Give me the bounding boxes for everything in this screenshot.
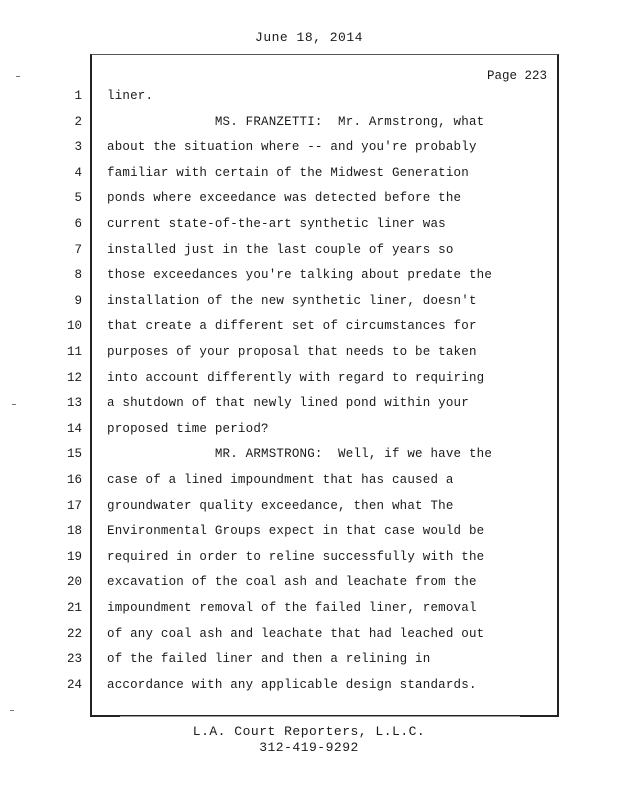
line-text: impoundment removal of the failed liner, removal (107, 601, 477, 615)
line-text: of any coal ash and leachate that had leached out (107, 626, 485, 641)
transcript-line (0, 166, 600, 186)
transcript-line (0, 422, 600, 442)
line-text: MR. ARMSTRONG: Well, if we have the (107, 447, 493, 462)
transcript-line (0, 191, 600, 211)
transcript-line (0, 345, 600, 365)
line-text: case of a lined impoundment that has caused a (107, 473, 454, 487)
line-text: Environmental Groups expect in that case would be (107, 524, 485, 539)
transcript-line (0, 396, 600, 416)
line-text: liner. (107, 89, 154, 103)
transcript-line (0, 217, 600, 237)
line-number: 22 (66, 626, 82, 641)
line-text: of the failed liner and then a relining in (107, 652, 431, 667)
transcript-line (0, 652, 600, 672)
line-number: 16 (66, 473, 82, 487)
line-number: 6 (74, 217, 82, 231)
transcript-line (0, 499, 600, 519)
line-text: MS. FRANZETTI: Mr. Armstrong, what (107, 114, 485, 129)
transcript-line (0, 575, 600, 595)
transcript-line (0, 89, 600, 109)
line-number: 20 (66, 575, 82, 590)
line-number: 21 (66, 601, 82, 615)
line-text: into account differently with regard to requiring (107, 370, 485, 385)
line-number: 13 (66, 396, 82, 411)
line-text: current state-of-the-art synthetic liner was (107, 217, 446, 231)
header-date: June 18, 2014 (255, 30, 363, 45)
line-number: 23 (66, 652, 82, 667)
line-number: 9 (74, 293, 82, 308)
line-number: 2 (74, 114, 82, 129)
line-text: groundwater quality exceedance, then what The (107, 498, 454, 513)
line-number: 11 (66, 345, 82, 359)
transcript-line (0, 115, 600, 135)
scan-speck (10, 710, 14, 711)
line-text: accordance with any applicable design standards. (107, 677, 477, 692)
line-number: 4 (74, 165, 82, 180)
transcript-line (0, 524, 600, 544)
scan-speck (16, 76, 20, 77)
line-text: purposes of your proposal that needs to be taken (107, 345, 477, 359)
transcript-line (0, 243, 600, 263)
footer-phone: 312-419-9292 (259, 740, 359, 755)
transcript-line (0, 294, 600, 314)
line-number: 10 (66, 319, 82, 334)
line-text: that create a different set of circumstances for (107, 319, 477, 334)
transcript-line (0, 550, 600, 570)
transcript-line (0, 319, 600, 339)
line-number: 14 (66, 421, 82, 436)
line-number: 8 (74, 268, 82, 283)
line-text: required in order to reline successfully with the (107, 549, 485, 564)
line-text: proposed time period? (107, 421, 269, 436)
transcript-line (0, 627, 600, 647)
line-text: installed just in the last couple of years so (107, 242, 454, 257)
line-number: 5 (74, 191, 82, 206)
footer-company: L.A. Court Reporters, L.L.C. (192, 724, 426, 739)
line-number: 12 (66, 370, 82, 385)
line-number: 17 (66, 498, 82, 513)
line-text: about the situation where -- and you're probably (107, 140, 477, 155)
transcript-line (0, 447, 600, 467)
line-text: those exceedances you're talking about predate the (107, 268, 493, 283)
transcript-line (0, 601, 600, 621)
line-number: 3 (74, 140, 82, 155)
line-text: familiar with certain of the Midwest Generation (107, 165, 469, 180)
line-number: 7 (74, 242, 82, 257)
page-number: Page 223 (486, 69, 547, 83)
line-text: ponds where exceedance was detected before the (107, 191, 462, 206)
transcript-line (0, 140, 600, 160)
line-number: 1 (74, 89, 82, 103)
line-text: excavation of the coal ash and leachate from the (107, 575, 477, 590)
bottom-rule (120, 716, 520, 717)
line-text: a shutdown of that newly lined pond within your (107, 396, 469, 411)
line-number: 18 (66, 524, 82, 539)
line-number: 15 (66, 447, 82, 462)
line-text: installation of the new synthetic liner, doesn't (107, 293, 477, 308)
transcript-line (0, 473, 600, 493)
transcript-line (0, 268, 600, 288)
transcript-line (0, 371, 600, 391)
transcript-line (0, 678, 600, 698)
line-number: 19 (66, 549, 82, 564)
line-number: 24 (66, 677, 82, 692)
scan-speck (12, 404, 16, 405)
